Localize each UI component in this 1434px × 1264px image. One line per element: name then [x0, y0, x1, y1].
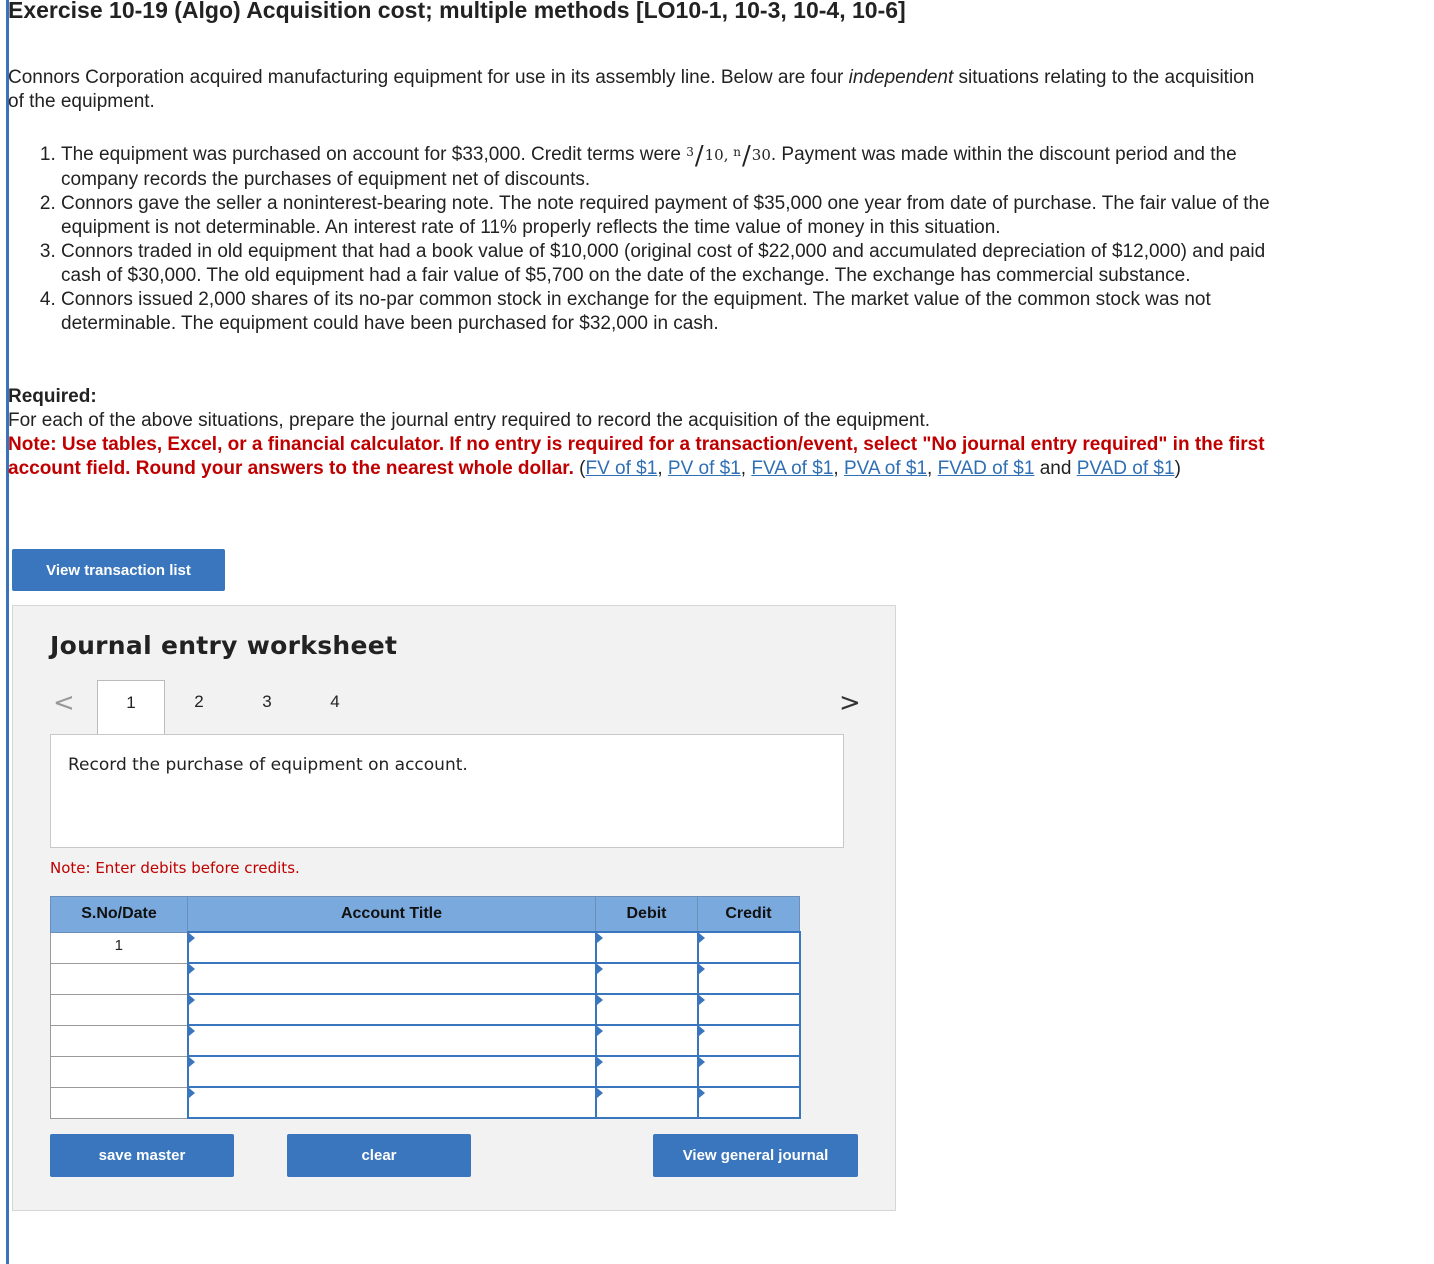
credit-input[interactable] — [698, 1056, 800, 1087]
tab-2[interactable]: 2 — [194, 692, 204, 711]
required-section — [8, 385, 1278, 481]
debit-input[interactable] — [596, 932, 698, 963]
account-title-select[interactable] — [188, 963, 596, 994]
table-row — [51, 1087, 800, 1118]
required-heading: Required: — [8, 386, 97, 407]
fraction-slash: / — [694, 141, 704, 171]
fraction-1-denominator: 10 — [704, 146, 724, 164]
fraction-2-numerator: n — [733, 145, 742, 159]
header-debit: Debit — [596, 897, 698, 933]
intro-text-end: situations relating to the acquisition of the equipment. — [8, 67, 1255, 112]
link-pvad-of-1[interactable]: PVAD of $1 — [1076, 458, 1175, 479]
credit-terms-fraction-2 — [733, 141, 771, 171]
debit-input[interactable] — [596, 994, 698, 1025]
link-pva-of-1[interactable]: PVA of $1 — [843, 458, 928, 479]
debit-input[interactable] — [596, 963, 698, 994]
tab-1[interactable]: 1 — [97, 680, 165, 736]
transaction-instruction: Record the purchase of equipment on account. — [68, 755, 468, 775]
row-number — [51, 1025, 188, 1056]
situation-2: 2. Connors gave the seller a noninterest-bearing note. The note required payment of $35,000 one year from date of purchase. The fair value of the equipment is not determinable. An interest rate of 11% properly reflects the time value of money in this situation. — [61, 192, 1271, 240]
credit-input[interactable] — [698, 1025, 800, 1056]
credit-terms-fraction-1 — [686, 141, 724, 171]
credit-input[interactable] — [698, 1087, 800, 1118]
table-header-row — [51, 897, 800, 933]
account-title-select[interactable] — [188, 1025, 596, 1056]
link-separator: , — [833, 458, 844, 479]
paren-close: ) — [1174, 458, 1181, 479]
link-pv-of-1[interactable]: PV of $1 — [667, 458, 741, 479]
debit-input[interactable] — [596, 1025, 698, 1056]
debit-input[interactable] — [596, 1056, 698, 1087]
journal-entry-table — [50, 896, 801, 1119]
link-separator: , — [657, 458, 668, 479]
header-sno-date: S.No/Date — [51, 897, 188, 933]
chevron-right-icon[interactable]: > — [839, 688, 861, 718]
header-credit: Credit — [698, 897, 800, 933]
view-general-journal-button[interactable]: View general journal — [653, 1134, 858, 1177]
table-row — [51, 994, 800, 1025]
debits-before-credits-note: Note: Enter debits before credits. — [50, 859, 300, 877]
fraction-comma: , — [723, 146, 734, 164]
transaction-instruction-box — [50, 734, 844, 848]
account-title-select[interactable] — [188, 1087, 596, 1118]
credit-input[interactable] — [698, 932, 800, 963]
row-number — [51, 1056, 188, 1087]
credit-input[interactable] — [698, 994, 800, 1025]
paren-open: ( — [573, 458, 586, 479]
account-title-select[interactable] — [188, 932, 596, 963]
required-instructions: For each of the above situations, prepare the journal entry required to record the acquisition of the equipment. — [8, 410, 931, 431]
intro-text-start: Connors Corporation acquired manufacturing equipment for use in its assembly line. Below are four — [8, 67, 849, 88]
intro-paragraph — [8, 66, 1268, 114]
exercise-title: Exercise 10-19 (Algo) Acquisition cost; multiple methods [LO10-1, 10-3, 10-4, 10-6] — [8, 0, 906, 23]
link-fvad-of-1[interactable]: FVAD of $1 — [937, 458, 1035, 479]
save-master-button[interactable]: save master — [50, 1134, 234, 1177]
table-row — [51, 963, 800, 994]
table-row — [51, 1025, 800, 1056]
link-separator: , — [740, 458, 752, 479]
chevron-left-icon[interactable]: < — [53, 688, 75, 718]
situation-3: 3. Connors traded in old equipment that had a book value of $10,000 (original cost of $22,000 and accumulated depreciation of $12,000) and paid cash of $30,000. The old equipment had a fair value of $5,700 on the date of the exchange. The exchange has commercial substance. — [61, 240, 1271, 288]
table-row — [51, 932, 800, 963]
fraction-slash: / — [742, 141, 751, 171]
view-transaction-list-button[interactable]: View transaction list — [12, 549, 225, 591]
required-note: Note: Use tables, Excel, or a financial calculator. If no entry is required for a transaction/event, select "No journal entry required" in the first account field. Round your answers to the nearest whole dollar. — [8, 434, 1265, 479]
worksheet-tabs — [97, 680, 369, 736]
situation-1-text-b: . Payment was made within the discount period and the company records the purchases of equipment net of discounts. — [61, 144, 1237, 190]
situation-1-text-a: The equipment was purchased on account for $33,000. Credit terms were — [61, 144, 687, 165]
link-separator: , — [927, 458, 938, 479]
situations-list — [8, 140, 1271, 336]
row-number — [51, 994, 188, 1025]
row-number — [51, 1087, 188, 1118]
row-number — [51, 963, 188, 994]
worksheet-title: Journal entry worksheet — [50, 631, 398, 660]
link-fv-of-1[interactable]: FV of $1 — [585, 458, 658, 479]
account-title-select[interactable] — [188, 994, 596, 1025]
credit-input[interactable] — [698, 963, 800, 994]
required-note-line — [8, 433, 1278, 481]
tab-3[interactable]: 3 — [262, 692, 272, 711]
situation-4: 4. Connors issued 2,000 shares of its no-par common stock in exchange for the equipment. The market value of the common stock was not determinable. The equipment could have been purchased for $32,000 in cash. — [61, 288, 1271, 336]
link-and: and — [1034, 458, 1077, 479]
intro-emphasis: independent — [848, 67, 954, 88]
clear-button[interactable]: clear — [287, 1134, 471, 1177]
fraction-2-denominator: 30 — [751, 146, 771, 164]
link-fva-of-1[interactable]: FVA of $1 — [751, 458, 834, 479]
journal-entry-worksheet — [12, 605, 896, 1211]
fraction-1-numerator: 3 — [686, 145, 694, 159]
row-number: 1 — [51, 932, 188, 963]
debit-input[interactable] — [596, 1087, 698, 1118]
tab-4[interactable]: 4 — [330, 692, 340, 711]
account-title-select[interactable] — [188, 1056, 596, 1087]
header-account-title: Account Title — [188, 897, 596, 933]
situation-1 — [61, 140, 1271, 192]
table-row — [51, 1056, 800, 1087]
